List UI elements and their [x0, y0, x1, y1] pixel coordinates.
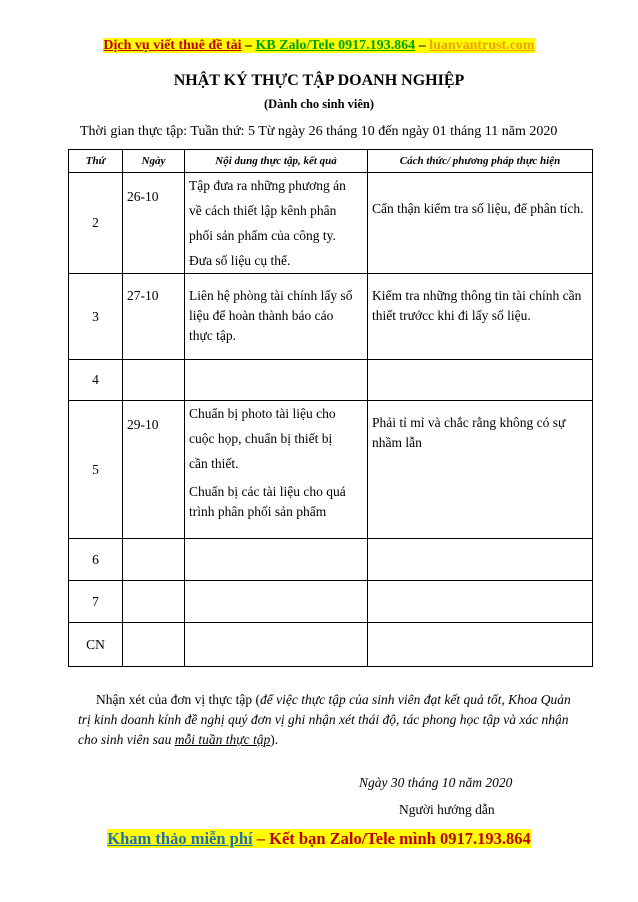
table-row [69, 539, 593, 581]
row-day: 5 [69, 401, 123, 539]
row-day: 4 [69, 360, 123, 401]
signature-date: Ngày 30 tháng 10 năm 2020 [359, 775, 513, 790]
footer-banner-sep: – [252, 829, 270, 848]
row-method [368, 581, 593, 623]
header-banner-sep1: – [241, 38, 256, 53]
row-content [185, 539, 368, 581]
row-method [368, 360, 593, 401]
journal-table [68, 149, 593, 667]
row-date [123, 401, 185, 539]
comment-lead: Nhận xét của đơn vị thực tập ( [96, 692, 261, 707]
row-date [123, 623, 185, 667]
table-row [69, 173, 593, 274]
document-title: NHẬT KÝ THỰC TẬP DOANH NGHIỆP [173, 72, 465, 89]
table-row [69, 360, 593, 401]
row-content [185, 581, 368, 623]
row-content-text: Liên hệ phòng tài chính lấy số liệu để hoàn thành báo cáo thực tập. [189, 288, 353, 343]
header-banner [0, 38, 638, 54]
footer-banner-contact[interactable]: Kết bạn Zalo/Tele mình 0917.193.864 [269, 829, 531, 848]
header-banner-contact-link[interactable]: KB Zalo/Tele 0917.193.864 [255, 38, 416, 53]
comment-tail: ). [270, 732, 279, 747]
table-row [69, 623, 593, 667]
row-day: CN [69, 623, 123, 667]
row-content-text-2: Chuẩn bị các tài liệu cho quá trình phân phối sản phẩm [189, 484, 346, 519]
header-banner-service-link[interactable]: Dịch vụ viết thuê đề tài [103, 38, 242, 53]
header-method: Cách thức/ phương pháp thực hiện [368, 150, 593, 173]
row-day: 7 [69, 581, 123, 623]
table-header-row [69, 150, 593, 173]
header-banner-website-link[interactable]: luanvantrust.com [429, 38, 535, 53]
row-method-text: Phải tỉ mỉ và chắc rằng không có sự nhầm lẫn [372, 415, 566, 450]
comment-italic: để việc thực tập của sinh viên đạt kết quả tốt, Khoa Quản trị kinh doanh kính đề nghị quý đơn vị ghi nhận xét thái độ, tác phong học tập và xác nhận cho sinh viên sau [78, 692, 571, 747]
table-row [69, 274, 593, 360]
row-method-text: Cẩn thận kiểm tra số liệu, để phân tích. [372, 201, 584, 216]
row-content [185, 623, 368, 667]
row-date-text: 27-10 [127, 288, 159, 303]
supervisor-comment-paragraph [78, 690, 578, 750]
row-date [123, 539, 185, 581]
row-method [368, 274, 593, 360]
comment-underlined: mỗi tuần thực tập [174, 732, 271, 747]
row-date-text: 26-10 [127, 189, 159, 204]
row-date [123, 274, 185, 360]
row-method-text: Kiểm tra những thông tin tài chính cần thiết trướcc khi đi lấy số liệu. [372, 288, 582, 323]
internship-period: Thời gian thực tập: Tuần thứ: 5 Từ ngày 26 tháng 10 đến ngày 01 tháng 11 năm 2020 [80, 124, 558, 139]
document-subtitle: (Dành cho sinh viên) [263, 97, 375, 111]
header-date: Ngày [123, 150, 185, 173]
header-banner-sep2: – [415, 38, 430, 53]
row-method [368, 401, 593, 539]
row-content [185, 360, 368, 401]
row-content-text: Tập đưa ra những phương án về cách thiết lập kênh phân phối sản phẩm của công ty. Đưa số liệu cụ thể. [189, 178, 346, 268]
row-date-text: 29-10 [127, 417, 159, 432]
row-method [368, 539, 593, 581]
row-day: 6 [69, 539, 123, 581]
row-method [368, 623, 593, 667]
table-row [69, 581, 593, 623]
row-content [185, 401, 368, 539]
row-date [123, 173, 185, 274]
header-content: Nội dung thực tập, kết quả [185, 150, 368, 173]
row-content [185, 274, 368, 360]
row-date [123, 581, 185, 623]
header-day: Thứ [69, 150, 123, 173]
footer-banner [0, 829, 638, 849]
table-row [69, 401, 593, 539]
signature-role: Người hướng dẫn [399, 802, 495, 817]
row-content-text: Chuẩn bị photo tài liệu cho cuộc họp, chuẩn bị thiết bị cần thiết. [189, 406, 336, 471]
row-day: 3 [69, 274, 123, 360]
row-date [123, 360, 185, 401]
row-method [368, 173, 593, 274]
row-day: 2 [69, 173, 123, 274]
row-content [185, 173, 368, 274]
footer-banner-free-link[interactable]: Kham thảo miễn phí [107, 829, 253, 848]
